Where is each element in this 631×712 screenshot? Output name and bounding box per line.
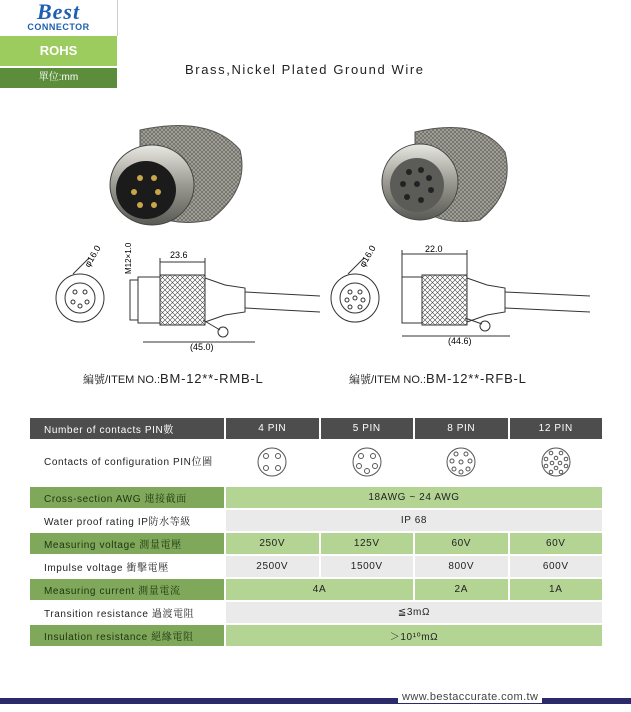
table-row-header	[29, 417, 603, 440]
drawing-female	[320, 240, 600, 355]
drawing-right-dia: φ16.0	[357, 243, 378, 269]
transition-value: ≦3mΩ	[225, 601, 603, 624]
brand-logo-sub: CONNECTOR	[27, 22, 90, 32]
insulation-value: ＞10¹⁰mΩ	[225, 624, 603, 647]
brand-logo	[0, 0, 118, 36]
header-pin-8: 8 PIN	[414, 417, 509, 440]
impulse-value: 1500V	[320, 555, 415, 578]
current-value: 4A	[225, 578, 414, 601]
pin-diagram-8	[414, 440, 509, 486]
transition-label: Transition resistance 過渡電阻	[29, 601, 225, 624]
item-number-female	[349, 371, 527, 387]
voltage-value: 250V	[225, 532, 320, 555]
header-label: Number of contacts PIN數	[29, 417, 225, 440]
unit-label: 單位:mm	[0, 68, 117, 88]
pin-diagram-5	[320, 440, 415, 486]
pin-layout-5-icon	[347, 444, 387, 480]
table-row-cross-section	[29, 486, 603, 509]
pin-layout-4-icon	[252, 444, 292, 480]
header-pin-5: 5 PIN	[320, 417, 415, 440]
config-label: Contacts of configuration PIN位圖	[29, 440, 225, 486]
waterproof-label: Water proof rating IP防水等級	[29, 509, 225, 532]
pin-layout-12-icon	[536, 444, 576, 480]
table-row-insulation	[29, 624, 603, 647]
pin-diagram-4	[225, 440, 320, 486]
drawing-left-total: (45.0)	[190, 342, 214, 352]
brand-logo-text: Best	[36, 0, 81, 24]
voltage-value: 125V	[320, 532, 415, 555]
product-photo-female	[375, 112, 525, 237]
table-row-waterproof	[29, 509, 603, 532]
current-label: Measuring current 測量電流	[29, 578, 225, 601]
voltage-label: Measuring voltage 測量電壓	[29, 532, 225, 555]
pin-diagram-12	[509, 440, 604, 486]
drawing-left-width: 23.6	[170, 250, 188, 260]
drawing-right-total: (44.6)	[448, 336, 472, 346]
waterproof-value: IP 68	[225, 509, 603, 532]
impulse-value: 600V	[509, 555, 604, 578]
cross-section-value: 18AWG ~ 24 AWG	[225, 486, 603, 509]
voltage-value: 60V	[509, 532, 604, 555]
drawing-male	[45, 240, 325, 355]
impulse-label: Impulse voltage 衝擊電壓	[29, 555, 225, 578]
product-photo-male	[100, 110, 260, 240]
insulation-label: Insulation resistance 絕緣電阻	[29, 624, 225, 647]
drawing-left-thread: M12×1.0	[124, 242, 133, 274]
cross-section-label: Cross-section AWG 連接截面	[29, 486, 225, 509]
drawing-right-width: 22.0	[425, 244, 443, 254]
rohs-badge: ROHS	[0, 36, 117, 68]
header-pin-4: 4 PIN	[225, 417, 320, 440]
item-code: BM-12**-RFB-L	[426, 371, 527, 386]
impulse-value: 800V	[414, 555, 509, 578]
table-row-voltage	[29, 532, 603, 555]
item-prefix: 編號/ITEM NO.:	[349, 374, 426, 386]
item-code: BM-12**-RMB-L	[160, 371, 264, 386]
item-prefix: 編號/ITEM NO.:	[83, 374, 160, 386]
drawing-left-dia: φ16.0	[82, 243, 103, 269]
table-row-transition	[29, 601, 603, 624]
spec-table	[28, 416, 604, 648]
page-title: Brass,Nickel Plated Ground Wire	[185, 62, 425, 77]
voltage-value: 60V	[414, 532, 509, 555]
footer-url[interactable]: www.bestaccurate.com.tw	[398, 691, 542, 703]
table-row-config	[29, 440, 603, 486]
current-value: 1A	[509, 578, 604, 601]
current-value: 2A	[414, 578, 509, 601]
table-row-impulse	[29, 555, 603, 578]
pin-layout-8-icon	[441, 444, 481, 480]
table-row-current	[29, 578, 603, 601]
item-number-male	[83, 371, 264, 387]
header-pin-12: 12 PIN	[509, 417, 604, 440]
impulse-value: 2500V	[225, 555, 320, 578]
